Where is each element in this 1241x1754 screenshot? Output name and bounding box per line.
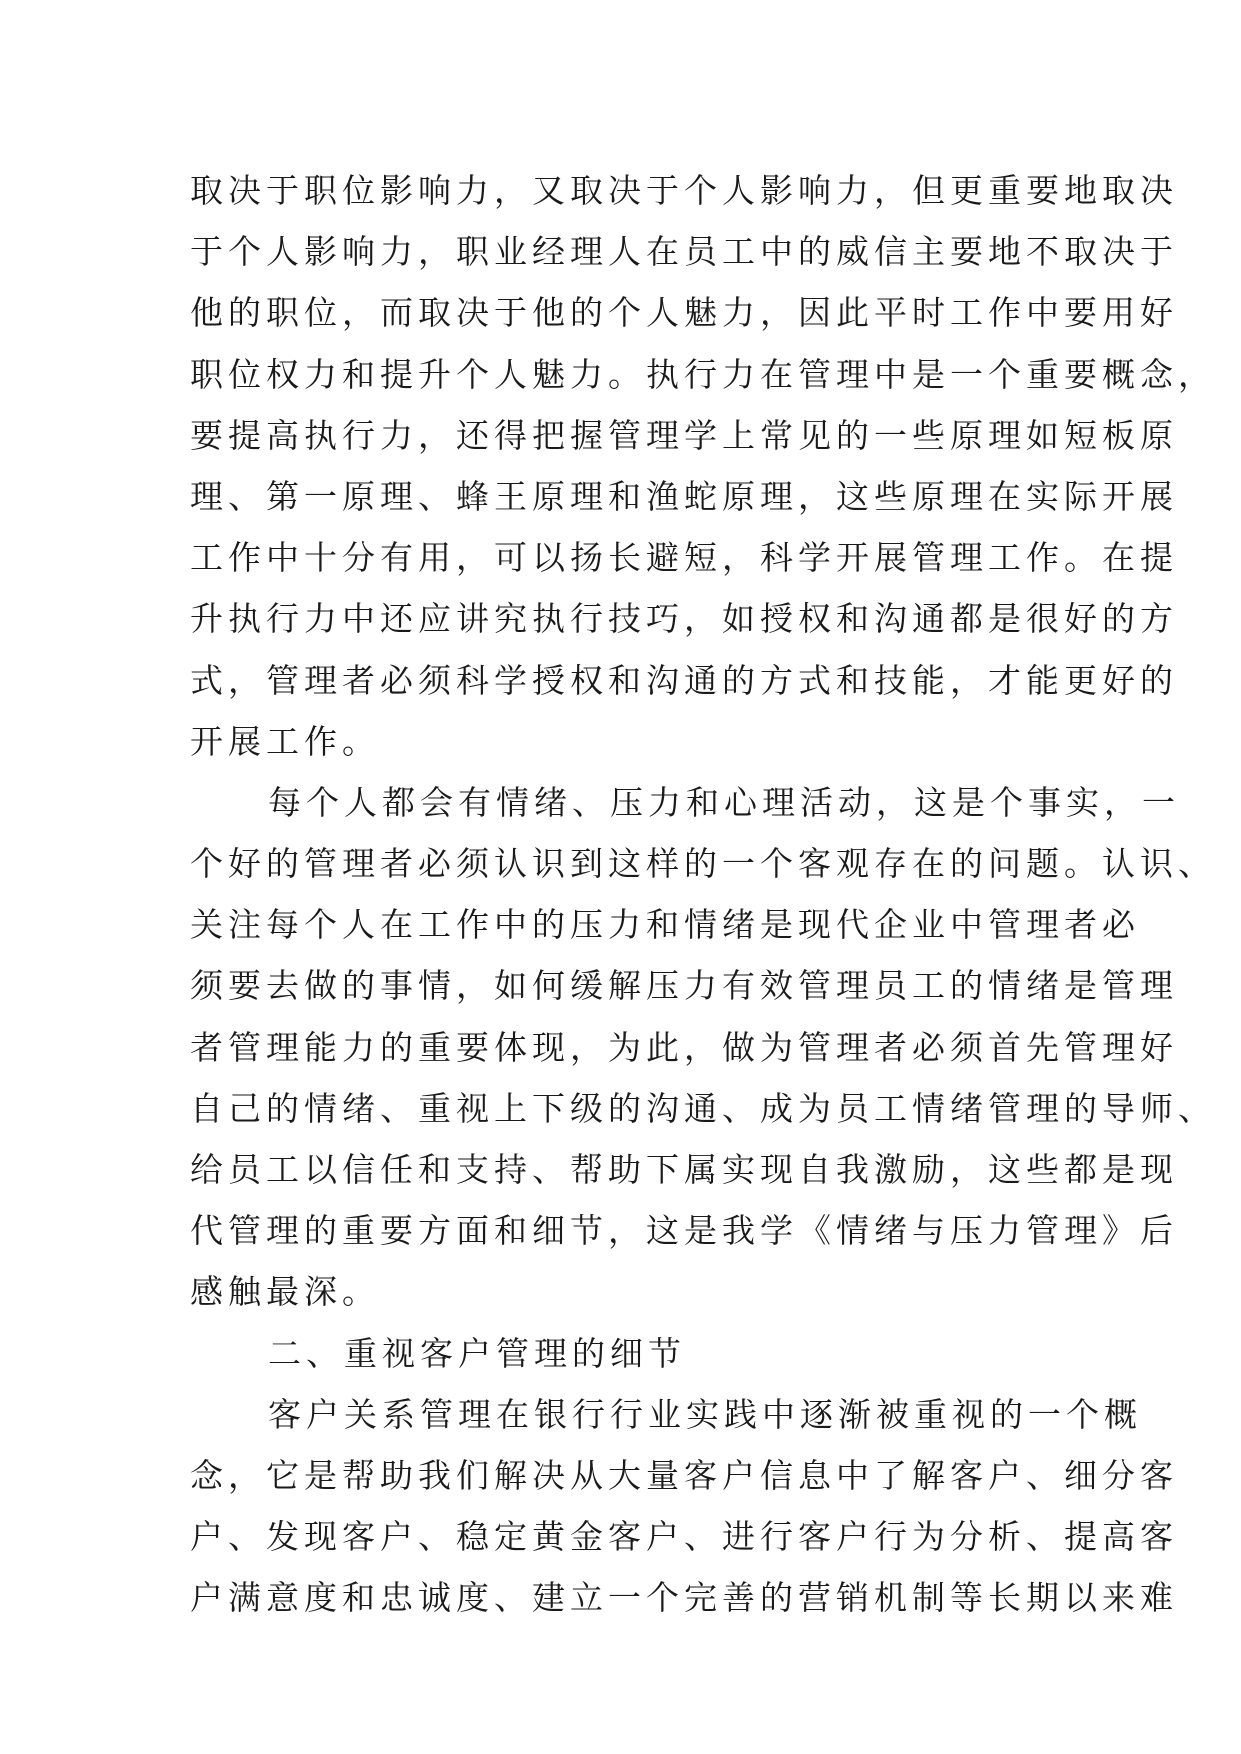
text-line: 式，管理者必须科学授权和沟通的方式和技能，才能更好的 (190, 660, 1178, 700)
text-line: 客户关系管理在银行行业实践中逐渐被重视的一个概 (268, 1394, 1142, 1434)
text-line: 要提高执行力，还得把握管理学上常见的一些原理如短板原 (190, 415, 1178, 455)
text-line: 自己的情绪、重视上下级的沟通、成为员工情绪管理的导师、 (190, 1088, 1216, 1128)
text-line: 给员工以信任和支持、帮助下属实现自我激励，这些都是现 (190, 1150, 1178, 1189)
text-line: 职位权力和提升个人魅力。执行力在管理中是一个重要概念， (190, 354, 1216, 394)
text-line: 念，它是帮助我们解决从大量客户信息中了解客户、细分客 (190, 1455, 1178, 1495)
text-line: 者管理能力的重要体现，为此，做为管理者必须首先管理好 (190, 1027, 1178, 1067)
text-line: 代管理的重要方面和细节，这是我学《情绪与压力管理》后 (190, 1211, 1178, 1251)
text-line: 户、发现客户、稳定黄金客户、进行客户行为分析、提高客 (190, 1517, 1178, 1557)
text-line: 取决于职位影响力，又取决于个人影响力，但更重要地取决 (190, 171, 1178, 210)
text-line: 他的职位，而取决于他的个人魅力，因此平时工作中要用好 (190, 293, 1178, 333)
document-body (190, 160, 1216, 1629)
text-line: 开展工作。 (190, 721, 380, 761)
text-line: 须要去做的事情，如何缓解压力有效管理员工的情绪是管理 (190, 966, 1178, 1006)
text-line: 感触最深。 (190, 1272, 380, 1312)
text-line: 工作中十分有用，可以扬长避短，科学开展管理工作。在提 (190, 538, 1178, 578)
text-line: 于个人影响力，职业经理人在员工中的威信主要地不取决于 (190, 232, 1178, 272)
section-heading: 二、重视客户管理的细节 (268, 1333, 686, 1373)
text-line: 个好的管理者必须认识到这样的一个客观存在的问题。认识、 (190, 844, 1216, 884)
text-line: 升执行力中还应讲究执行技巧，如授权和沟通都是很好的方 (190, 599, 1178, 639)
text-line: 户满意度和忠诚度、建立一个完善的营销机制等长期以来难 (190, 1578, 1178, 1618)
text-line: 理、第一原理、蜂王原理和渔蛇原理，这些原理在实际开展 (190, 476, 1178, 516)
text-line: 关注每个人在工作中的压力和情绪是现代企业中管理者必 (190, 905, 1140, 945)
text-line: 每个人都会有情绪、压力和心理活动，这是个事实，一 (268, 782, 1180, 822)
